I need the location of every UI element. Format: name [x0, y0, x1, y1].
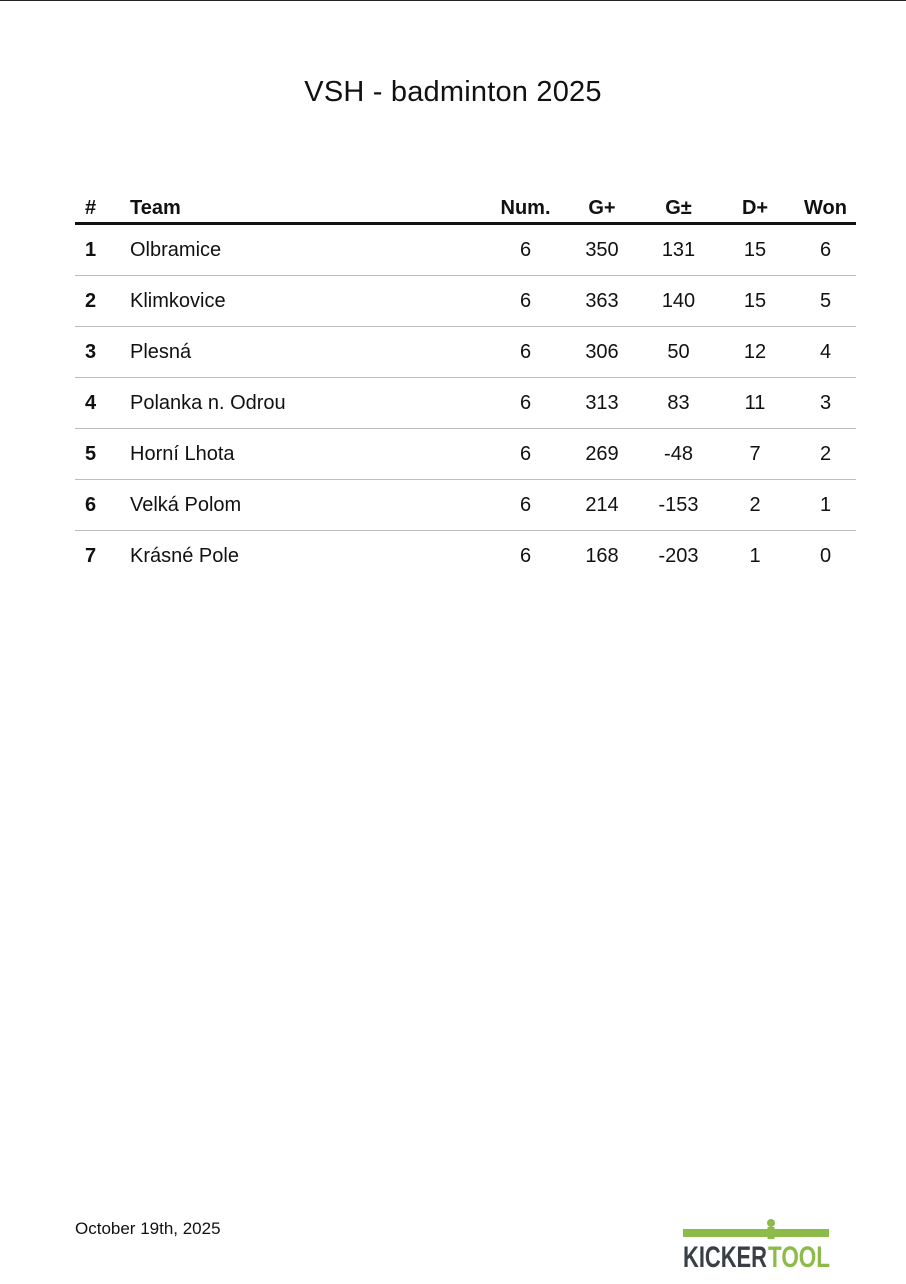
cell-goal-difference: -48 [642, 429, 715, 480]
table-header-row [75, 188, 856, 224]
cell-team: Krásné Pole [130, 544, 239, 567]
cell-rank: 4 [75, 378, 106, 429]
cell-num: 6 [489, 480, 562, 531]
cell-won: 4 [795, 327, 856, 378]
logo-player-figure [767, 1219, 775, 1239]
header-won: Won [795, 188, 856, 224]
cell-d-plus: 2 [715, 480, 795, 531]
cell-goals-plus: 313 [562, 378, 642, 429]
cell-goals-plus: 350 [562, 224, 642, 276]
standings-table [75, 188, 856, 581]
cell-num: 6 [489, 224, 562, 276]
cell-goal-difference: 50 [642, 327, 715, 378]
header-d-plus: D+ [715, 188, 795, 224]
logo-text-tool: TOOL [768, 1241, 830, 1270]
cell-num: 6 [489, 378, 562, 429]
footer-date: October 19th, 2025 [75, 1219, 221, 1238]
cell-rank: 6 [75, 480, 106, 531]
cell-num: 6 [489, 327, 562, 378]
cell-goals-plus: 168 [585, 544, 619, 567]
cell-goal-difference: -153 [642, 480, 715, 531]
cell-num: 6 [489, 276, 562, 327]
page-title: VSH - badminton 2025 [304, 76, 602, 108]
cell-num: 6 [519, 544, 532, 567]
cell-goal-difference: 140 [642, 276, 715, 327]
header-team: Team [106, 188, 489, 224]
cell-d-plus: 12 [715, 327, 795, 378]
cell-team: Horní Lhota [106, 429, 489, 480]
cell-rank: 5 [75, 429, 106, 480]
cell-team: Velká Polom [106, 480, 489, 531]
cell-d-plus: 7 [715, 429, 795, 480]
cell-team: Klimkovice [106, 276, 489, 327]
cell-won: 5 [795, 276, 856, 327]
cell-won: 2 [795, 429, 856, 480]
table-row [75, 378, 856, 429]
header-num: Num. [489, 188, 562, 224]
cell-team: Polanka n. Odrou [106, 378, 489, 429]
cell-goals-plus: 306 [562, 327, 642, 378]
cell-goals-plus: 269 [562, 429, 642, 480]
header-rank: # [75, 188, 106, 224]
table-row [75, 224, 856, 276]
kickertool-logo [682, 1218, 832, 1270]
cell-d-plus: 15 [715, 224, 795, 276]
cell-won: 6 [795, 224, 856, 276]
cell-rank: 2 [75, 276, 106, 327]
cell-goal-difference: -203 [658, 544, 699, 567]
cell-num: 6 [489, 429, 562, 480]
cell-goals-plus: 363 [562, 276, 642, 327]
table-row [75, 480, 856, 531]
cell-team: Plesná [106, 327, 489, 378]
cell-d-plus: 15 [715, 276, 795, 327]
table-row [75, 276, 856, 327]
cell-rank: 3 [75, 327, 106, 378]
logo-text-kicker: KICKER [683, 1241, 768, 1270]
cell-goal-difference: 83 [642, 378, 715, 429]
table-row [75, 327, 856, 378]
cell-won: 0 [819, 544, 832, 567]
table-row [75, 531, 856, 582]
cell-d-plus: 1 [749, 544, 761, 567]
header-goals-plus: G+ [562, 188, 642, 224]
top-border-line [0, 0, 906, 1]
cell-d-plus: 11 [715, 378, 795, 429]
cell-rank: 1 [75, 224, 106, 276]
cell-won: 1 [795, 480, 856, 531]
cell-goal-difference: 131 [642, 224, 715, 276]
cell-won: 3 [795, 378, 856, 429]
cell-rank: 7 [84, 544, 97, 567]
cell-goals-plus: 214 [562, 480, 642, 531]
logo-bar [683, 1229, 829, 1237]
table-row [75, 429, 856, 480]
cell-team: Olbramice [106, 224, 489, 276]
header-goal-difference: G± [642, 188, 715, 224]
